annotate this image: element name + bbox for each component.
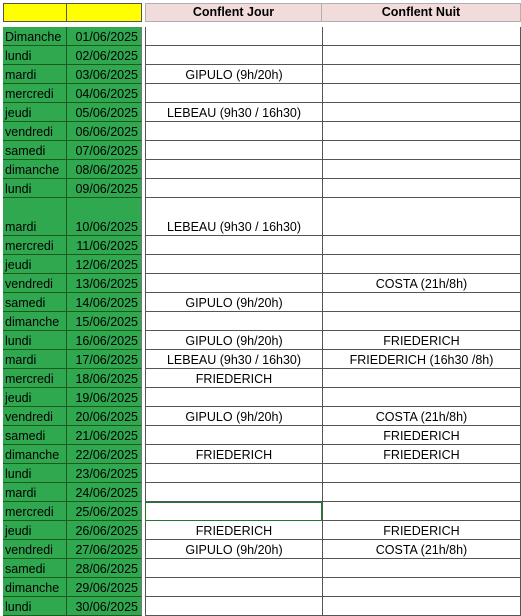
date-cell[interactable]: 07/06/2025	[67, 141, 142, 160]
date-cell[interactable]: 15/06/2025	[67, 312, 142, 331]
table-row	[3, 198, 521, 236]
jour-cell[interactable]: GIPULO (9h/20h)	[145, 331, 322, 350]
date-cell[interactable]: 22/06/2025	[67, 445, 142, 464]
schedule-grid	[3, 27, 521, 616]
date-cell[interactable]: 19/06/2025	[67, 388, 142, 407]
date-cell[interactable]: 11/06/2025	[67, 236, 142, 255]
jour-cell[interactable]: GIPULO (9h/20h)	[145, 540, 322, 559]
date-cell[interactable]: 29/06/2025	[67, 578, 142, 597]
day-cell[interactable]: vendredi	[3, 540, 67, 559]
nuit-cell[interactable]: FRIEDERICH	[322, 445, 521, 464]
nuit-cell[interactable]	[322, 198, 521, 236]
jour-cell[interactable]	[145, 464, 322, 483]
jour-cell[interactable]	[145, 312, 322, 331]
nuit-cell[interactable]: FRIEDERICH	[322, 426, 521, 445]
jour-cell[interactable]	[145, 597, 322, 616]
nuit-cell[interactable]	[322, 27, 521, 46]
jour-cell[interactable]	[145, 160, 322, 179]
jour-cell[interactable]: FRIEDERICH	[145, 445, 322, 464]
nuit-cell[interactable]: COSTA (21h/8h)	[322, 540, 521, 559]
date-cell[interactable]: 03/06/2025	[67, 65, 142, 84]
date-cell[interactable]: 30/06/2025	[67, 597, 142, 616]
table-row	[3, 350, 521, 369]
nuit-cell[interactable]	[322, 464, 521, 483]
day-cell[interactable]: lundi	[3, 464, 67, 483]
date-cell[interactable]: 21/06/2025	[67, 426, 142, 445]
date-cell[interactable]: 26/06/2025	[67, 521, 142, 540]
day-cell[interactable]: dimanche	[3, 160, 67, 179]
date-cell[interactable]: 20/06/2025	[67, 407, 142, 426]
date-cell[interactable]: 02/06/2025	[67, 46, 142, 65]
nuit-cell[interactable]	[322, 46, 521, 65]
day-cell[interactable]: samedi	[3, 559, 67, 578]
nuit-cell[interactable]	[322, 84, 521, 103]
jour-cell[interactable]	[145, 426, 322, 445]
day-cell[interactable]: lundi	[3, 331, 67, 350]
jour-cell[interactable]: GIPULO (9h/20h)	[145, 65, 322, 84]
jour-cell[interactable]	[145, 46, 322, 65]
table-row	[3, 502, 521, 521]
table-row	[3, 521, 521, 540]
jour-cell[interactable]	[145, 578, 322, 597]
table-row	[3, 312, 521, 331]
nuit-cell[interactable]	[322, 141, 521, 160]
date-cell[interactable]: 08/06/2025	[67, 160, 142, 179]
day-cell[interactable]: samedi	[3, 293, 67, 312]
header-conflent-nuit[interactable]: Conflent Nuit	[322, 3, 521, 22]
day-cell[interactable]: dimanche	[3, 578, 67, 597]
table-row	[3, 236, 521, 255]
nuit-cell[interactable]	[322, 369, 521, 388]
date-cell[interactable]: 23/06/2025	[67, 464, 142, 483]
nuit-cell[interactable]	[322, 312, 521, 331]
nuit-cell[interactable]	[322, 122, 521, 141]
nuit-cell[interactable]	[322, 179, 521, 198]
day-cell[interactable]: mercredi	[3, 502, 67, 521]
table-row	[3, 331, 521, 350]
table-row	[3, 445, 521, 464]
table-row	[3, 160, 521, 179]
date-cell[interactable]: 05/06/2025	[67, 103, 142, 122]
nuit-cell[interactable]	[322, 65, 521, 84]
day-cell[interactable]: vendredi	[3, 274, 67, 293]
table-row	[3, 84, 521, 103]
jour-cell[interactable]	[145, 274, 322, 293]
jour-cell[interactable]	[145, 559, 322, 578]
date-cell[interactable]: 14/06/2025	[67, 293, 142, 312]
jour-cell[interactable]: GIPULO (9h/20h)	[145, 407, 322, 426]
jour-cell[interactable]	[145, 502, 322, 521]
table-row	[3, 293, 521, 312]
table-row	[3, 27, 521, 46]
header-cell-a[interactable]	[3, 3, 67, 22]
date-cell[interactable]: 09/06/2025	[67, 179, 142, 198]
nuit-cell[interactable]	[322, 502, 521, 521]
day-cell[interactable]: vendredi	[3, 122, 67, 141]
jour-cell[interactable]: FRIEDERICH	[145, 521, 322, 540]
table-row	[3, 464, 521, 483]
day-cell[interactable]: lundi	[3, 597, 67, 616]
day-cell[interactable]: samedi	[3, 141, 67, 160]
date-cell[interactable]: 25/06/2025	[67, 502, 142, 521]
day-cell[interactable]: dimanche	[3, 312, 67, 331]
table-row	[3, 426, 521, 445]
day-cell[interactable]: mercredi	[3, 369, 67, 388]
day-cell[interactable]: mardi	[3, 198, 67, 236]
day-cell[interactable]: mercredi	[3, 236, 67, 255]
day-cell[interactable]: lundi	[3, 46, 67, 65]
date-cell[interactable]: 12/06/2025	[67, 255, 142, 274]
table-row	[3, 141, 521, 160]
table-row	[3, 483, 521, 502]
day-cell[interactable]: mercredi	[3, 84, 67, 103]
table-row	[3, 274, 521, 293]
jour-cell[interactable]	[145, 141, 322, 160]
date-cell[interactable]: 04/06/2025	[67, 84, 142, 103]
jour-cell[interactable]	[145, 483, 322, 502]
table-row	[3, 597, 521, 616]
day-cell[interactable]: jeudi	[3, 388, 67, 407]
table-row	[3, 540, 521, 559]
table-row	[3, 65, 521, 84]
nuit-cell[interactable]: FRIEDERICH (16h30 /8h)	[322, 350, 521, 369]
nuit-cell[interactable]	[322, 597, 521, 616]
date-cell[interactable]: 06/06/2025	[67, 122, 142, 141]
jour-cell[interactable]: LEBEAU (9h30 / 16h30)	[145, 350, 322, 369]
jour-cell[interactable]: LEBEAU (9h30 / 16h30)	[145, 198, 322, 236]
nuit-cell[interactable]: COSTA (21h/8h)	[322, 274, 521, 293]
jour-cell[interactable]: FRIEDERICH	[145, 369, 322, 388]
date-cell[interactable]: 27/06/2025	[67, 540, 142, 559]
nuit-cell[interactable]	[322, 388, 521, 407]
date-cell[interactable]: 24/06/2025	[67, 483, 142, 502]
jour-cell[interactable]	[145, 84, 322, 103]
jour-cell[interactable]	[145, 179, 322, 198]
day-cell[interactable]: jeudi	[3, 255, 67, 274]
day-cell[interactable]: jeudi	[3, 103, 67, 122]
day-cell[interactable]: dimanche	[3, 445, 67, 464]
table-row	[3, 578, 521, 597]
table-row	[3, 369, 521, 388]
header-conflent-jour[interactable]: Conflent Jour	[145, 3, 322, 22]
nuit-cell[interactable]	[322, 255, 521, 274]
table-row	[3, 122, 521, 141]
nuit-cell[interactable]	[322, 103, 521, 122]
table-row	[3, 179, 521, 198]
table-row	[3, 407, 521, 426]
day-cell[interactable]: mardi	[3, 483, 67, 502]
date-cell[interactable]: 16/06/2025	[67, 331, 142, 350]
date-cell[interactable]: 18/06/2025	[67, 369, 142, 388]
nuit-cell[interactable]	[322, 160, 521, 179]
nuit-cell[interactable]: FRIEDERICH	[322, 331, 521, 350]
day-cell[interactable]: mardi	[3, 65, 67, 84]
table-row	[3, 255, 521, 274]
jour-cell[interactable]: GIPULO (9h/20h)	[145, 293, 322, 312]
table-row	[3, 559, 521, 578]
jour-cell[interactable]	[145, 388, 322, 407]
day-cell[interactable]: samedi	[3, 426, 67, 445]
date-cell[interactable]: 17/06/2025	[67, 350, 142, 369]
day-cell[interactable]: lundi	[3, 179, 67, 198]
day-cell[interactable]: mardi	[3, 350, 67, 369]
date-cell[interactable]: 10/06/2025	[67, 198, 142, 236]
nuit-cell[interactable]	[322, 293, 521, 312]
day-cell[interactable]: jeudi	[3, 521, 67, 540]
jour-cell[interactable]	[145, 27, 322, 46]
jour-cell[interactable]	[145, 122, 322, 141]
header-cell-b[interactable]	[67, 3, 142, 22]
day-cell[interactable]: vendredi	[3, 407, 67, 426]
nuit-cell[interactable]	[322, 236, 521, 255]
nuit-cell[interactable]	[322, 559, 521, 578]
day-cell[interactable]: Dimanche	[3, 27, 67, 46]
jour-cell[interactable]: LEBEAU (9h30 / 16h30)	[145, 103, 322, 122]
nuit-cell[interactable]	[322, 483, 521, 502]
table-row	[3, 103, 521, 122]
date-cell[interactable]: 13/06/2025	[67, 274, 142, 293]
jour-cell[interactable]	[145, 236, 322, 255]
nuit-cell[interactable]: FRIEDERICH	[322, 521, 521, 540]
jour-cell[interactable]	[145, 255, 322, 274]
date-cell[interactable]: 28/06/2025	[67, 559, 142, 578]
nuit-cell[interactable]	[322, 578, 521, 597]
table-row	[3, 388, 521, 407]
table-row	[3, 46, 521, 65]
date-cell[interactable]: 01/06/2025	[67, 27, 142, 46]
nuit-cell[interactable]: COSTA (21h/8h)	[322, 407, 521, 426]
